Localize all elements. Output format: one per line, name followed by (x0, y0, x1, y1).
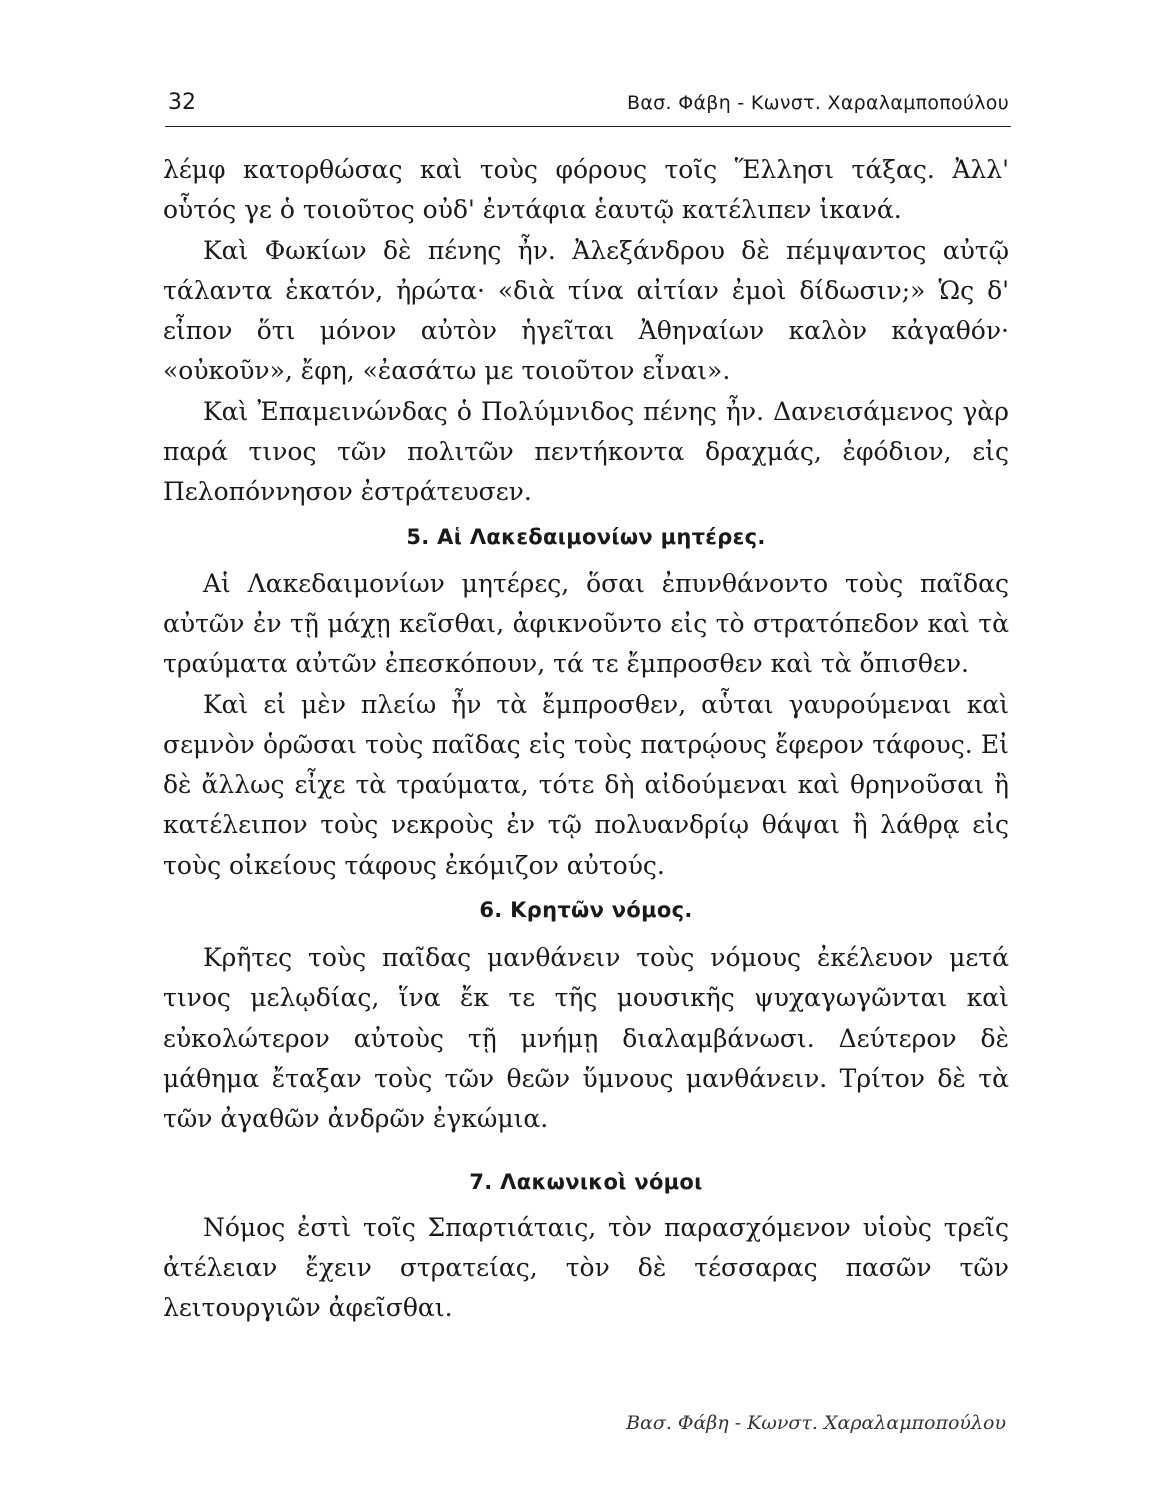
paragraph-phocion: Καὶ Φωκίων δὲ πένης ἦν. Ἀλεξάνδρου δὲ πέμψαντος αὐτῷ τάλαντα ἑκατόν, ἠρώτα· «διὰ τίνα αἰτίαν ἐμοὶ δίδωσιν;» Ὡς δ' εἶπον ὅτι μόνον αὐτὸν ἡγεῖται Ἀθηναίων καλὸν κἀγαθόν· «οὐκοῦν», ἔφη, «ἐασάτω με τοιοῦτον εἶναι». (163, 235, 1009, 386)
section-heading-6: 6. Κρητῶν νόμος. (479, 898, 693, 923)
section-heading-5: 5. Αἱ Λακεδαιμονίων μητέρες. (406, 524, 766, 549)
paragraph-lacedaemonian-mothers: Αἱ Λακεδαιμονίων μητέρες, ὅσαι ἐπυνθάνοντο τοὺς παῖδας αὐτῶν ἐν τῇ μάχῃ κεῖσθαι, ἀφικνοῦντο εἰς τὸ στρατόπεδον καὶ τὰ τραύματα αὐτῶν ἐπεσκόπουν, τά τε ἔμπροσθεν καὶ τὰ ὄπισθεν. (163, 568, 1009, 679)
paragraph-phocion-intro: λέμφ κατορθώσας καὶ τοὺς φόρους τοῖς Ἕλλησι τάξας. Ἀλλ' οὗτός γε ὁ τοιοῦτος οὐδ' ἐντάφια ἑαυτῷ κατέλιπεν ἱκανά. (163, 155, 1009, 225)
running-head: Βασ. Φάβη - Κωνστ. Χαραλαμποπούλου (627, 92, 1009, 114)
paragraph-laconian-laws: Νόμος ἐστὶ τοῖς Σπαρτιάταις, τὸν παρασχόμενον υἱοὺς τρεῖς ἀτέλειαν ἔχειν στρατείας, τὸν δὲ τέσσαρας πασῶν τῶν λειτουργιῶν ἀφεῖσθαι. (163, 1212, 1009, 1323)
paragraph-cretan-law: Κρῆτες τοὺς παῖδας μανθάνειν τοὺς νόμους ἐκέλευον μετά τινος μελῳδίας, ἵνα ἔκ τε τῆς μουσικῆς ψυχαγωγῶνται καὶ εὐκολώτερον αὐτοὺς τῇ μνήμῃ διαλαμβάνωσι. Δεύτερον δὲ μάθημα ἔταξαν τοὺς τῶν θεῶν ὕμνους μανθάνειν. Τρίτον δὲ τὰ τῶν ἀγαθῶν ἀνδρῶν ἐγκώμια. (163, 943, 1009, 1134)
footer-credit: Βασ. Φάβη - Κωνστ. Χαραλαμποπούλου (626, 1412, 1006, 1434)
page-number: 32 (168, 90, 196, 115)
section-heading-7: 7. Λακωνικοὶ νόμοι (469, 1169, 703, 1194)
paragraph-wounds: Καὶ εἰ μὲν πλείω ἦν τὰ ἔμπροσθεν, αὗται γαυρούμεναι καὶ σεμνὸν ὁρῶσαι τοὺς παῖδας εἰς τοὺς πατρῴους ἔφερον τάφους. Εἰ δὲ ἄλλως εἶχε τὰ τραύματα, τότε δὴ αἰδούμεναι καὶ θρηνοῦσαι ἢ κατέλειπον τοὺς νεκροὺς ἐν τῷ πολυανδρίῳ θάψαι ἢ λάθρᾳ εἰς τοὺς οἰκείους τάφους ἐκόμιζον αὐτούς. (163, 689, 1009, 880)
page-header (165, 80, 1011, 127)
main-text (163, 150, 1009, 1328)
paragraph-epaminondas: Καὶ Ἐπαμεινώνδας ὁ Πολύμνιδος πένης ἦν. Δανεισάμενος γὰρ παρά τινος τῶν πολιτῶν πεντήκοντα δραχμάς, ἐφόδιον, εἰς Πελοπόννησον ἐστράτευσεν. (163, 396, 1009, 507)
